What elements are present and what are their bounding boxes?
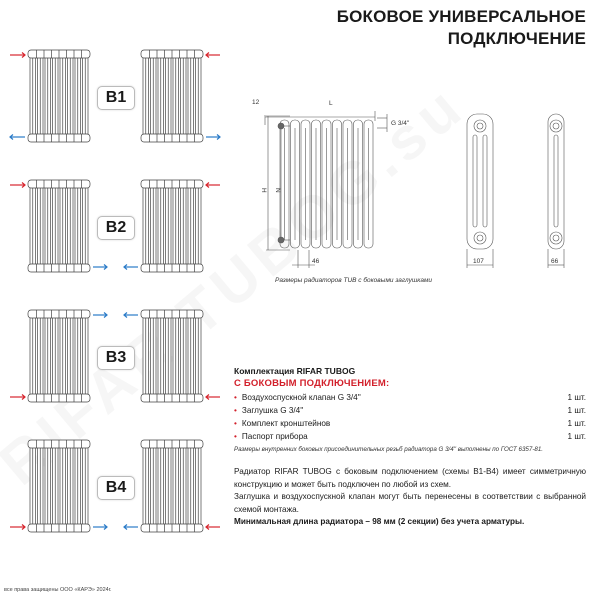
radiator-icon <box>28 310 90 402</box>
plug-icon <box>278 237 284 243</box>
kit-item-name: • Комплект кронштейнов <box>234 419 330 428</box>
dim-l: L <box>329 100 333 107</box>
dim-46: 46 <box>312 258 320 265</box>
dim-12: 12 <box>252 99 260 106</box>
kit-item <box>234 406 586 415</box>
radiator-icon <box>141 310 203 402</box>
page-title: БОКОВОЕ УНИВЕРСАЛЬНОЕ ПОДКЛЮЧЕНИЕ <box>336 7 586 48</box>
dimension-drawing <box>250 90 600 280</box>
radiator-side-view-3col <box>467 114 493 268</box>
radiator-side-view-2col <box>548 114 564 268</box>
arrow-right-icon <box>10 395 25 400</box>
arrow-left-icon <box>206 525 220 530</box>
kit-item-qty: 1 шт. <box>567 432 586 441</box>
description-paragraph: Заглушка и воздухоспускной клапан могут быть перенесены в соответствии с выбранной схемой монтажа. <box>234 492 586 514</box>
kit-item <box>234 419 586 428</box>
valve-icon <box>278 123 284 129</box>
arrow-right-icon <box>93 525 107 530</box>
arrow-right-icon <box>10 53 25 58</box>
arrow-right-icon <box>10 183 25 188</box>
kit-item <box>234 432 586 441</box>
scheme-label-b3: B3 <box>97 346 135 370</box>
kit-heading: Комплектация RIFAR TUBOG <box>234 366 356 376</box>
kit-item-qty: 1 шт. <box>567 393 586 402</box>
radiator-front-sections <box>278 120 373 248</box>
arrow-left-icon <box>10 135 25 140</box>
arrow-right-icon <box>10 525 25 530</box>
radiator-icon <box>141 50 203 142</box>
radiator-icon <box>28 50 90 142</box>
kit-item <box>234 393 586 402</box>
dim-h: H <box>260 188 267 193</box>
radiator-icon <box>28 180 90 272</box>
arrow-left-icon <box>206 395 220 400</box>
arrow-right-icon <box>93 313 107 318</box>
dim-n: N <box>274 188 281 193</box>
kit-item-qty: 1 шт. <box>567 406 586 415</box>
radiator-icon <box>28 440 90 532</box>
kit-note: Размеры внутренних боковых присоединительных резьб радиатора G 3/4'' выполнены по ГОСТ 6357-81. <box>234 446 543 453</box>
dim-66: 66 <box>551 258 559 265</box>
scheme-label-b2: B2 <box>97 216 135 240</box>
arrow-left-icon <box>124 265 138 270</box>
scheme-label-b1: B1 <box>97 86 135 110</box>
radiator-icon <box>141 440 203 532</box>
description-paragraph: Радиатор RIFAR TUBOG с боковым подключением (схемы B1-B4) имеет симметричную конструкцию и может быть подключен по любой из схем. <box>234 467 586 489</box>
dim-thread: G 3/4'' <box>391 120 410 127</box>
description <box>234 466 586 529</box>
scheme-label-b4: B4 <box>97 476 135 500</box>
kit-item-name: • Заглушка G 3/4'' <box>234 406 303 415</box>
kit-item-name: • Воздухоспускной клапан G 3/4'' <box>234 393 361 402</box>
dim-107: 107 <box>473 258 484 265</box>
radiator-icon <box>141 180 203 272</box>
kit-item-qty: 1 шт. <box>567 419 586 428</box>
kit-section <box>234 366 586 453</box>
arrow-left-icon <box>206 53 220 58</box>
kit-subheading: С БОКОВЫМ ПОДКЛЮЧЕНИЕМ: <box>234 378 390 389</box>
minimum-length-note: Минимальная длина радиатора – 98 мм (2 секции) без учета арматуры. <box>234 517 525 526</box>
copyright: все права защищены ООО «КАРЭ» 2024г. <box>4 587 112 593</box>
arrow-left-icon <box>124 525 138 530</box>
arrow-left-icon <box>206 183 220 188</box>
arrow-right-icon <box>206 135 220 140</box>
drawing-caption: Размеры радиаторов TUB с боковыми заглушками <box>275 277 433 284</box>
arrow-right-icon <box>93 265 107 270</box>
arrow-left-icon <box>124 313 138 318</box>
kit-item-name: • Паспорт прибора <box>234 432 308 441</box>
